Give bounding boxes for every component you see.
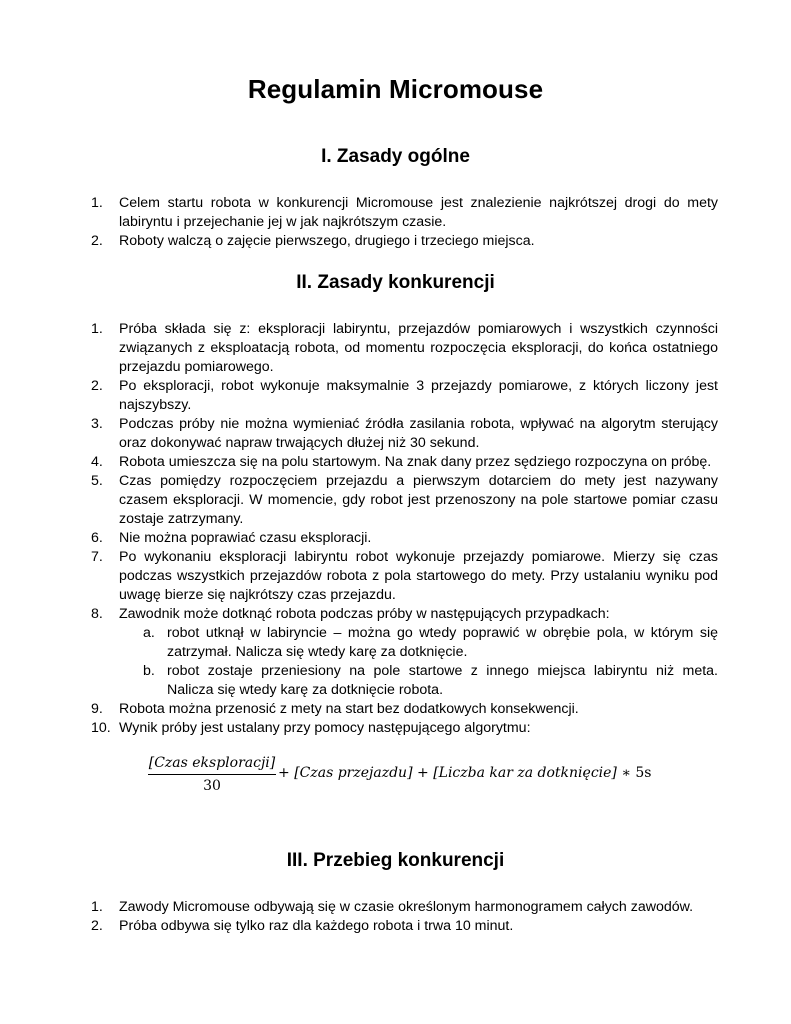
list-item-number: 2.: [91, 378, 103, 394]
list-item: [91, 605, 718, 700]
touch-cases-sublist: [119, 624, 718, 700]
formula-plus: +: [417, 765, 429, 781]
sublist-item-text: robot zostaje przeniesiony na pole startowe z innego miejsca labiryntu niż meta. Nalicza się wtedy karę za dotknięcie robota.: [167, 663, 718, 698]
list-item-number: 5.: [91, 473, 103, 489]
formula-plus: +: [278, 765, 290, 781]
competition-course-list: [91, 898, 718, 936]
formula-numerator: [Czas eksploracji]: [148, 755, 276, 771]
list-item-text: Roboty walczą o zajęcie pierwszego, drugiego i trzeciego miejsca.: [119, 233, 535, 249]
list-item-text: Zawody Micromouse odbywają się w czasie określonym harmonogramem całych zawodów.: [119, 899, 694, 915]
formula-fraction: [148, 755, 276, 794]
list-item-number: 9.: [91, 701, 103, 717]
list-item-number: 10.: [91, 720, 111, 736]
list-item: [91, 700, 718, 719]
list-item-text: Próba składa się z: eksploracji labiryntu, przejazdów pomiarowych i wszystkich czynności związanych z eksploatacją robota, od momentu rozpoczęcia eksploracji, do końca ostatniego przejazdu pomiarowego.: [119, 321, 718, 375]
list-item-text: Wynik próby jest ustalany przy pomocy następującego algorytmu:: [119, 720, 531, 736]
list-item-number: 2.: [91, 233, 103, 249]
list-item-number: 1.: [91, 899, 103, 915]
list-item-number: 1.: [91, 321, 103, 337]
list-item-number: 4.: [91, 454, 103, 470]
list-item-number: 8.: [91, 606, 103, 622]
list-item-number: 3.: [91, 416, 103, 432]
list-item: [91, 320, 718, 377]
list-item: [91, 472, 718, 529]
competition-rules-list: [91, 320, 718, 738]
list-item: [91, 719, 718, 738]
list-item-text: Po eksploracji, robot wykonuje maksymalnie 3 przejazdy pomiarowe, z których liczony jest najszybszy.: [119, 378, 718, 413]
list-item: [91, 232, 718, 251]
list-item-text: Robota można przenosić z mety na start bez dodatkowych konsekwencji.: [119, 701, 579, 717]
list-item-text: Podczas próby nie można wymieniać źródła zasilania robota, wpływać na algorytm sterujący oraz dokonywać napraw trwających dłużej niż 30 sekund.: [119, 416, 718, 451]
list-item-text: Po wykonaniu eksploracji labiryntu robot wykonuje przejazdy pomiarowe. Mierzy się czas podczas wszystkich przejazdów robota z pola startowego do mety. Przy ustalaniu wyniku pod uwagę bierze się najkrótszy czas przejazdu.: [119, 549, 718, 603]
general-rules-list: [91, 194, 718, 251]
list-item-text: Nie można poprawiać czasu eksploracji.: [119, 530, 372, 546]
list-item: [91, 415, 718, 453]
list-item-number: 7.: [91, 549, 103, 565]
sublist-item-letter: b.: [143, 663, 155, 679]
sublist-item: [143, 624, 718, 662]
list-item-text: Celem startu robota w konkurencji Micromouse jest znalezienie najkrótszej drogi do mety labiryntu i przejechanie jej w jak najkrótszym czasie.: [119, 195, 718, 230]
sublist-item-text: robot utknął w labiryncie – można go wtedy poprawić w obrębie pola, w którym się zatrzymał. Nalicza się wtedy karę za dotknięcie.: [167, 625, 718, 660]
list-item: [91, 529, 718, 548]
list-item: [91, 377, 718, 415]
section-heading-competition-rules: II. Zasady konkurencji: [296, 272, 495, 293]
formula-times: ∗: [621, 765, 631, 781]
list-item-text: Zawodnik może dotknąć robota podczas próby w następujących przypadkach:: [119, 606, 610, 622]
formula-term-penalties: [Liczba kar za dotknięcie]: [433, 765, 617, 781]
formula-factor: 5s: [635, 765, 652, 781]
list-item-text: Próba odbywa się tylko raz dla każdego robota i trwa 10 minut.: [119, 918, 514, 934]
sublist-item-letter: a.: [143, 625, 155, 641]
list-item-text: Czas pomiędzy rozpoczęciem przejazdu a pierwszym dotarciem do mety jest nazywany czasem eksploracji. W momencie, gdy robot jest przenoszony na pole startowe pomiar czasu zostaje zatrzymany.: [119, 473, 718, 527]
list-item-number: 6.: [91, 530, 103, 546]
section-heading-competition-course: III. Przebieg konkurencji: [286, 850, 505, 871]
document-title: Regulamin Micromouse: [247, 74, 544, 104]
list-item: [91, 548, 718, 605]
sublist-item: [143, 662, 718, 700]
score-formula: [148, 755, 708, 795]
list-item-text: Robota umieszcza się na polu startowym. Na znak dany przez sędziego rozpoczyna on próbę.: [119, 454, 712, 470]
formula-denominator: 30: [203, 778, 221, 794]
list-item: [91, 453, 718, 472]
list-item: [91, 917, 718, 936]
section-heading-general-rules: I. Zasady ogólne: [321, 146, 470, 167]
list-item: [91, 898, 718, 917]
formula-terms: [278, 765, 651, 781]
formula-term-run-time: [Czas przejazdu]: [294, 765, 413, 781]
list-item: [91, 194, 718, 232]
list-item-number: 1.: [91, 195, 103, 211]
list-item-number: 2.: [91, 918, 103, 934]
